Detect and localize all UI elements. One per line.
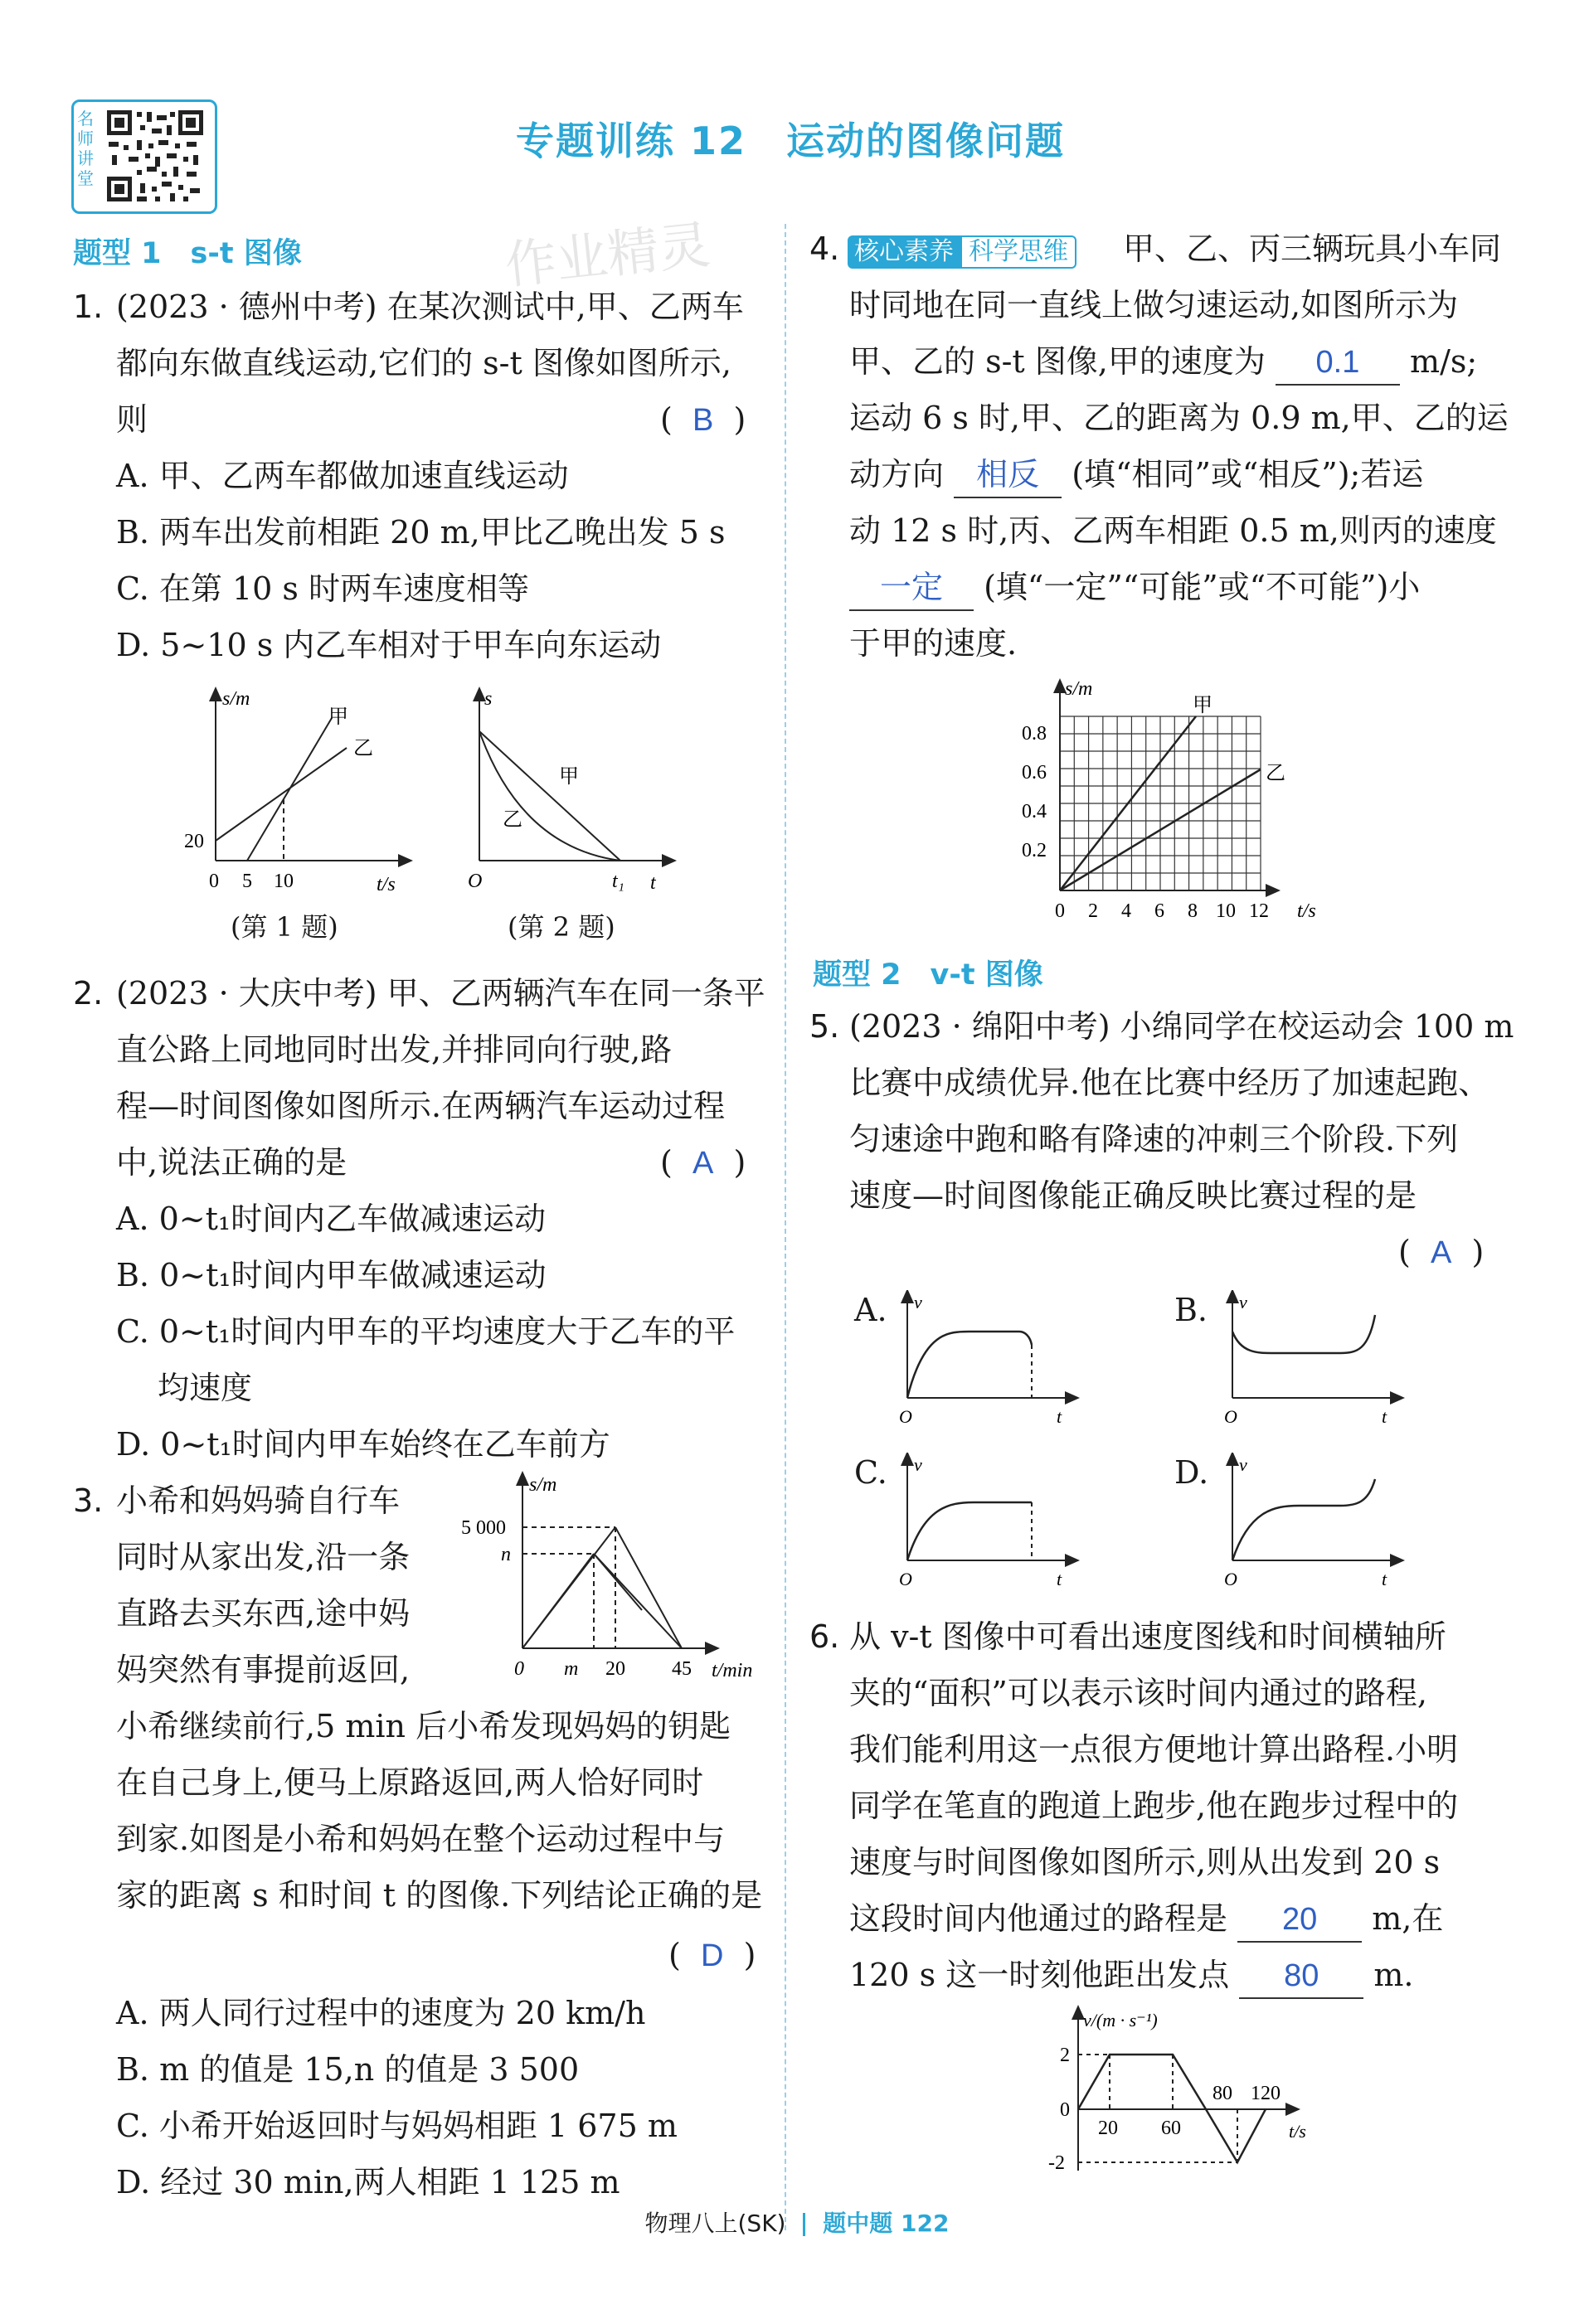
question-1-option-d[interactable]: D. 5~10 s 内乙车相对于甲车向东运动 xyxy=(116,627,662,663)
q4-ytick: 0.2 xyxy=(1022,840,1047,861)
q2-line-label-jia: 甲 xyxy=(559,766,579,788)
question-3-number: 3. xyxy=(73,1482,104,1519)
q6-ytick: -2 xyxy=(1048,2152,1065,2174)
q6-ytick: 2 xyxy=(1060,2045,1070,2066)
question-2-stem-line: 程—时间图像如图所示.在两辆汽车运动过程 xyxy=(116,1088,726,1124)
q3-xtick: 45 xyxy=(672,1658,692,1680)
q1-ylabel: s/m xyxy=(222,688,250,710)
q5-c-origin: O xyxy=(899,1569,912,1589)
question-3-answer: D xyxy=(700,1938,724,1973)
q5-choice-c-letter[interactable]: C. xyxy=(854,1454,887,1491)
figure-q6-vt-graph xyxy=(1045,2005,1360,2187)
q2-line-jia xyxy=(479,731,620,861)
tag-core-literacy: 核心素养 xyxy=(848,235,960,269)
question-4-stem-line xyxy=(849,559,1420,615)
footer xyxy=(0,2205,1594,2239)
qr-label: 名师讲堂 xyxy=(77,109,94,188)
section-heading-vt: 题型 2 v-t 图像 xyxy=(813,958,1043,992)
q5-b-tlabel: t xyxy=(1382,1406,1387,1427)
q6-line5-post: m,在 xyxy=(1372,1900,1444,1937)
question-2-answer-bracket: ( A ) xyxy=(660,1144,746,1181)
question-5-answer: A xyxy=(1430,1235,1452,1270)
question-4-stem-line xyxy=(849,333,1477,390)
q1-xtick: 0 xyxy=(209,871,219,892)
q5-choice-b-graph[interactable] xyxy=(1216,1290,1407,1431)
figure-caption-q2: (第 2 题) xyxy=(508,911,615,943)
q4-line6-post: (填“一定”“可能”或“不可能”)小 xyxy=(984,569,1421,605)
q5-c-vlabel: v xyxy=(914,1454,922,1475)
q3-ytick: 5 000 xyxy=(461,1517,506,1539)
question-6-stem-line: 同学在笔直的跑道上跑步,他在跑步过程中的 xyxy=(849,1788,1459,1824)
q6-xtick: 120 xyxy=(1251,2083,1281,2104)
q1-line-label-jia: 甲 xyxy=(328,706,348,728)
q3-xtick: m xyxy=(564,1658,579,1680)
q5-d-origin: O xyxy=(1224,1569,1237,1589)
q5-c-tlabel: t xyxy=(1057,1569,1062,1589)
question-4-tags xyxy=(848,221,1076,277)
question-5-stem-line: 速度—时间图像能正确反映比赛过程的是 xyxy=(849,1177,1417,1214)
q6-blank-distance-20s[interactable]: 20 xyxy=(1237,1898,1362,1943)
question-3-option-b[interactable]: B. m 的值是 15,n 的值是 3 500 xyxy=(116,2051,580,2088)
figure-q3-st-graph xyxy=(458,1469,773,1681)
q4-ytick: 0.8 xyxy=(1022,723,1047,745)
question-5-number: 5. xyxy=(809,1008,840,1045)
q4-ylabel: s/m xyxy=(1065,678,1093,700)
question-1-stem-line: 则 xyxy=(116,401,148,438)
q4-line4-pre: 动方向 xyxy=(849,456,945,492)
q5-choice-d-graph[interactable] xyxy=(1216,1453,1407,1594)
q6-ytick: 0 xyxy=(1060,2099,1070,2121)
q1-ytick: 20 xyxy=(184,831,204,852)
section-heading-st: 题型 1 s-t 图像 xyxy=(73,237,302,270)
qr-code[interactable] xyxy=(71,99,217,214)
question-2-option-b[interactable]: B. 0~t₁时间内甲车做减速运动 xyxy=(116,1257,547,1293)
watermark: 作业精灵 xyxy=(502,214,713,296)
question-4-stem-line: 运动 6 s 时,甲、乙的距离为 0.9 m,甲、乙的运 xyxy=(849,400,1509,436)
q5-choice-a-letter[interactable]: A. xyxy=(854,1292,887,1328)
q4-line2-post: m/s; xyxy=(1410,343,1478,380)
question-2-option-c[interactable]: C. 0~t₁时间内甲车的平均速度大于乙车的平 xyxy=(116,1313,736,1350)
q4-xtick: 10 xyxy=(1216,900,1236,922)
question-6-stem-line: 速度与时间图像如图所示,则从出发到 20 s xyxy=(849,1844,1441,1880)
q5-b-origin: O xyxy=(1224,1406,1237,1427)
q4-xtick: 8 xyxy=(1188,900,1198,922)
question-3-answer-bracket: ( D ) xyxy=(668,1937,756,1973)
question-4-stem-line: 于甲的速度. xyxy=(849,625,1018,662)
q5-choice-a-graph[interactable] xyxy=(891,1290,1081,1431)
q4-blank-possibility[interactable]: 一定 xyxy=(849,566,974,611)
q6-xtick: 20 xyxy=(1098,2118,1118,2139)
q6-line6-pre: 120 s 这一时刻他距出发点 xyxy=(849,1957,1230,1993)
page-title: 专题训练 12 运动的图像问题 xyxy=(516,119,1066,163)
q4-ytick: 0.4 xyxy=(1022,801,1047,822)
question-3-stem-line: 妈突然有事提前返回, xyxy=(116,1652,411,1688)
question-2-option-c-cont: 均速度 xyxy=(158,1370,253,1406)
question-3-stem-line: 家的距离 s 和时间 t 的图像.下列结论正确的是 xyxy=(116,1877,763,1914)
question-2-option-a[interactable]: A. 0~t₁时间内乙车做减速运动 xyxy=(116,1201,547,1237)
footer-page: 题中题 122 xyxy=(823,2210,950,2237)
question-6-stem-line: 从 v-t 图像中可看出速度图线和时间横轴所 xyxy=(849,1618,1446,1655)
q6-line5-pre: 这段时间内他通过的路程是 xyxy=(849,1900,1228,1937)
q6-xlabel: t/s xyxy=(1289,2121,1306,2142)
q1-xtick: 10 xyxy=(274,871,294,892)
question-5-stem-line: (2023 · 绵阳中考) 小绵同学在校运动会 100 m xyxy=(849,1008,1514,1045)
q4-xtick: 4 xyxy=(1121,900,1131,922)
q4-ytick: 0.6 xyxy=(1022,762,1047,784)
q5-d-tlabel: t xyxy=(1382,1569,1387,1589)
question-6-stem-line xyxy=(849,1890,1443,1947)
figure-q4-st-grid-graph xyxy=(1012,673,1344,930)
q3-xlabel: t/min xyxy=(712,1660,753,1681)
footer-divider xyxy=(803,2213,805,2236)
question-2-option-d[interactable]: D. 0~t₁时间内甲车始终在乙车前方 xyxy=(116,1426,610,1463)
figure-caption-q1: (第 1 题) xyxy=(231,911,338,943)
question-3-option-d[interactable]: D. 经过 30 min,两人相距 1 125 m xyxy=(116,2164,620,2200)
q6-blank-distance-120s[interactable]: 80 xyxy=(1239,1954,1363,1999)
q4-xtick: 0 xyxy=(1055,900,1065,922)
question-6-stem-line: 我们能利用这一点很方便地计算出路程.小明 xyxy=(849,1731,1459,1768)
question-3-stem-line: 同时从家出发,沿一条 xyxy=(116,1539,411,1575)
tag-scientific-thinking: 科学思维 xyxy=(960,235,1076,269)
qr-pattern-icon xyxy=(104,107,207,205)
question-6-number: 6. xyxy=(809,1618,840,1655)
question-6-stem-line: 夹的“面积”可以表示该时间内通过的路程, xyxy=(849,1675,1427,1711)
q6-ylabel: v/(m · s⁻¹) xyxy=(1083,2010,1158,2030)
question-3-stem-line: 直路去买东西,途中妈 xyxy=(116,1595,411,1632)
q1-xlabel: t/s xyxy=(377,874,396,895)
q2-ylabel: s xyxy=(484,688,493,710)
q4-xtick: 2 xyxy=(1088,900,1098,922)
question-2-stem-line: 直公路上同地同时出发,并排同向行驶,路 xyxy=(116,1031,673,1068)
q2-line-label-yi: 乙 xyxy=(503,809,522,831)
question-5-stem-line: 比赛中成绩优异.他在比赛中经历了加速起跑、 xyxy=(849,1065,1490,1101)
question-2-answer: A xyxy=(692,1146,714,1181)
q5-a-vlabel: v xyxy=(914,1292,922,1312)
question-1-answer: B xyxy=(692,403,714,438)
figure-q1-st-graph xyxy=(166,685,415,900)
q6-xtick: 60 xyxy=(1161,2118,1181,2139)
q3-ytick: n xyxy=(501,1544,511,1565)
question-4-stem-line xyxy=(849,446,1423,502)
q3-xtick: 20 xyxy=(605,1658,625,1680)
question-3-option-a[interactable]: A. 两人同行过程中的速度为 20 km/h xyxy=(116,1995,646,2031)
q2-origin: O xyxy=(468,871,483,892)
q1-line-label-yi: 乙 xyxy=(353,738,373,759)
q3-xtick: 0 xyxy=(514,1658,524,1680)
question-3-option-c[interactable]: C. 小希开始返回时与妈妈相距 1 675 m xyxy=(116,2108,678,2144)
question-2-number: 2. xyxy=(73,975,104,1012)
figure-q2-st-graph xyxy=(454,685,678,900)
question-1-stem-line: (2023 · 德州中考) 在某次测试中,甲、乙两车 xyxy=(116,289,744,325)
q1-xtick: 5 xyxy=(242,871,252,892)
question-5-stem-line: 匀速途中跑和略有降速的冲刺三个阶段.下列 xyxy=(849,1121,1459,1157)
question-5-answer-bracket: ( A ) xyxy=(1398,1234,1485,1270)
q5-d-vlabel: v xyxy=(1239,1454,1247,1475)
question-4-stem-line: 甲、乙、丙三辆玩具小车同 xyxy=(1123,230,1502,267)
q5-choice-b-letter[interactable]: B. xyxy=(1174,1292,1208,1328)
question-2-stem-line: (2023 · 大庆中考) 甲、乙两辆汽车在同一条平 xyxy=(116,975,765,1012)
q6-xtick: 80 xyxy=(1213,2083,1232,2104)
question-1-option-a[interactable]: A. 甲、乙两车都做加速直线运动 xyxy=(116,458,569,494)
question-1-option-b[interactable]: B. 两车出发前相距 20 m,甲比乙晚出发 5 s xyxy=(116,514,726,551)
question-1-option-c[interactable]: C. 在第 10 s 时两车速度相等 xyxy=(116,570,529,607)
q4-blank-speed[interactable]: 0.1 xyxy=(1276,341,1400,386)
q4-blank-direction[interactable]: 相反 xyxy=(954,454,1062,498)
question-3-stem-line: 小希继续前行,5 min 后小希发现妈妈的钥匙 xyxy=(116,1708,731,1744)
question-4-number: 4. xyxy=(809,230,840,267)
question-1-answer-bracket: ( B ) xyxy=(660,401,746,438)
q4-line-label-jia: 甲 xyxy=(1193,695,1213,716)
question-3-stem-line: 在自己身上,便马上原路返回,两人恰好同时 xyxy=(116,1764,704,1801)
q6-line6-post: m. xyxy=(1373,1957,1414,1993)
q4-line4-post: (填“相同”或“相反”);若运 xyxy=(1072,456,1424,492)
footer-book: 物理八上(SK) xyxy=(644,2210,786,2237)
question-1-number: 1. xyxy=(73,289,104,325)
q2-xlabel: t xyxy=(650,872,656,894)
q3-ylabel: s/m xyxy=(529,1474,557,1496)
question-4-stem-line: 动 12 s 时,丙、乙两车相距 0.5 m,则丙的速度 xyxy=(849,512,1497,549)
q4-line2-pre: 甲、乙的 s-t 图像,甲的速度为 xyxy=(849,343,1266,380)
q5-choice-d-letter[interactable]: D. xyxy=(1174,1454,1209,1491)
q1-line-yi xyxy=(216,748,347,841)
question-1-stem-line: 都向东做直线运动,它们的 s-t 图像如图所示, xyxy=(116,345,731,381)
q5-a-tlabel: t xyxy=(1057,1406,1062,1427)
q5-b-vlabel: v xyxy=(1239,1292,1247,1312)
question-3-stem-line: 到家.如图是小希和妈妈在整个运动过程中与 xyxy=(116,1821,726,1857)
question-3-stem-line: 小希和妈妈骑自行车 xyxy=(116,1482,401,1519)
question-4-stem-line: 时同地在同一直线上做匀速运动,如图所示为 xyxy=(849,287,1459,323)
q4-xtick: 12 xyxy=(1249,900,1269,922)
q2-xtick: t₁ xyxy=(612,871,625,892)
q4-xtick: 6 xyxy=(1154,900,1164,922)
q5-a-origin: O xyxy=(899,1406,912,1427)
q4-line-label-yi: 乙 xyxy=(1266,763,1285,784)
column-divider xyxy=(785,224,786,2230)
question-2-stem-line: 中,说法正确的是 xyxy=(116,1144,347,1181)
question-6-stem-line xyxy=(849,1947,1414,2003)
q4-xlabel: t/s xyxy=(1297,900,1316,922)
q5-choice-c-graph[interactable] xyxy=(891,1453,1081,1594)
